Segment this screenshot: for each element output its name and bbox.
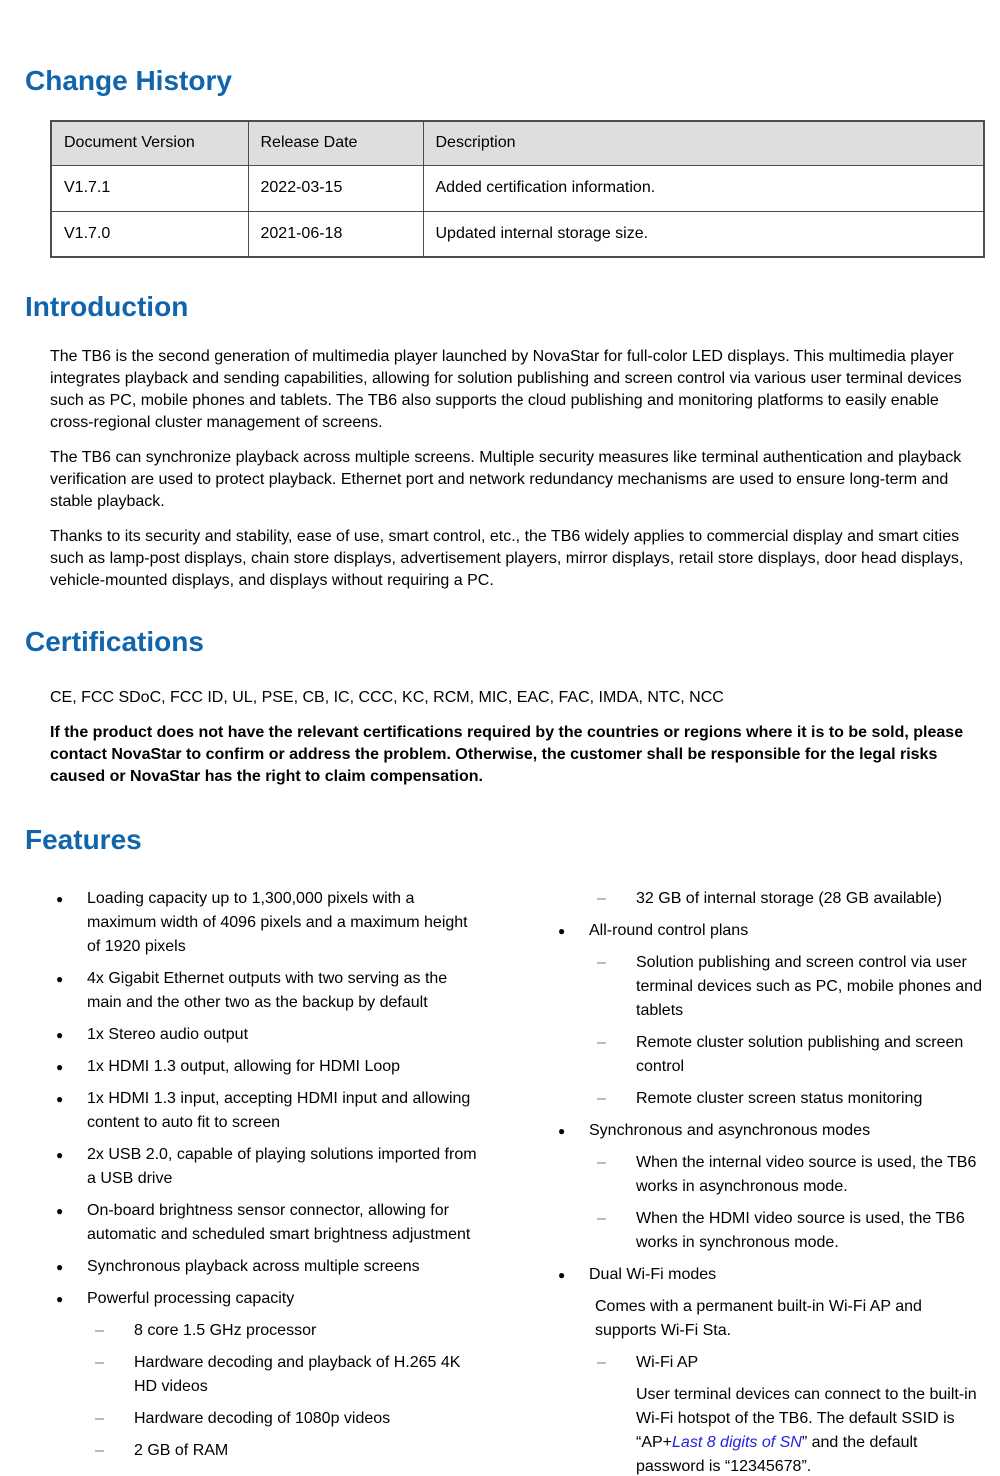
table-cell: 2022-03-15 (248, 165, 423, 211)
table-cell: V1.7.0 (51, 211, 248, 257)
feature-paragraph (552, 1383, 985, 1476)
dash-icon: – (95, 1442, 104, 1459)
feature-text: Hardware decoding of 1080p videos (134, 1410, 391, 1427)
feature-paragraph-text: ” and the default password is “12345678”. (636, 1434, 918, 1475)
feature-text: All-round control plans (589, 922, 749, 939)
bullet-icon: ● (558, 924, 566, 938)
ssid-highlight-text: Last 8 digits of SN (672, 1434, 802, 1451)
feature-text: 2x USB 2.0, capable of playing solutions imported from a USB drive (87, 1146, 477, 1187)
feature-item (552, 919, 985, 943)
feature-item (50, 1143, 480, 1191)
feature-item (50, 1255, 480, 1279)
certifications-disclaimer: If the product does not have the relevant certifications required by the countries or regions where it is to be sold, please contact NovaStar to confirm or address the problem. Otherwise, the customer shall be responsible for the legal risks caused or NovaStar has the right to claim compensation. (50, 724, 964, 785)
feature-sub-item (552, 1351, 985, 1375)
features-column-left (50, 887, 480, 1476)
feature-text: When the internal video source is used, the TB6 works in asynchronous mode. (636, 1154, 977, 1195)
bullet-icon: ● (56, 972, 64, 986)
feature-item (50, 1087, 480, 1135)
feature-item (552, 1119, 985, 1143)
feature-text: Remote cluster solution publishing and screen control (636, 1034, 964, 1075)
bullet-icon: ● (56, 1060, 64, 1074)
dash-icon: – (597, 1090, 606, 1107)
feature-text: 32 GB of internal storage (28 GB available) (636, 890, 942, 907)
feature-sub-item (552, 887, 985, 911)
certifications-list: CE, FCC SDoC, FCC ID, UL, PSE, CB, IC, CCC, KC, RCM, MIC, EAC, FAC, IMDA, NTC, NCC (50, 689, 724, 706)
dash-icon: – (597, 1354, 606, 1371)
feature-text: Synchronous playback across multiple screens (87, 1258, 420, 1275)
bullet-icon: ● (56, 1260, 64, 1274)
bullet-icon: ● (558, 1268, 566, 1282)
feature-sub-item (50, 1407, 480, 1431)
change-history-table (50, 120, 985, 258)
feature-text: 4x Gigabit Ethernet outputs with two serving as the main and the other two as the backup by default (87, 970, 448, 1011)
feature-text: Solution publishing and screen control via user terminal devices such as PC, mobile phones and tablets (636, 954, 982, 1019)
heading-change-history: Change History (25, 65, 232, 96)
table-cell: Updated internal storage size. (423, 211, 984, 257)
table-cell: Added certification information. (423, 165, 984, 211)
heading-features: Features (25, 824, 142, 855)
intro-paragraph-3: Thanks to its security and stability, ease of use, smart control, etc., the TB6 widely applies to commercial display and smart cities such as lamp-post displays, chain store displays, advertisement players, mirror displays, retail store displays, door head displays, vehicle-mounted displays, and displays without requiring a PC. (50, 528, 964, 589)
feature-text: 2 GB of RAM (134, 1442, 229, 1459)
dash-icon: – (597, 1154, 606, 1171)
feature-sub-item (552, 1087, 985, 1111)
bullet-icon: ● (56, 1092, 64, 1106)
feature-sub-item (552, 1031, 985, 1079)
feature-sub-item (552, 1151, 985, 1199)
table-row (51, 165, 984, 211)
intro-paragraph-2: The TB6 can synchronize playback across multiple screens. Multiple security measures like terminal authentication and playback verification are used to protect playback. Ethernet port and network redundancy mechanisms are used to ensure long-term and stable playback. (50, 449, 962, 510)
feature-sub-item (552, 1207, 985, 1255)
feature-text: 8 core 1.5 GHz processor (134, 1322, 317, 1339)
feature-text: Remote cluster screen status monitoring (636, 1090, 923, 1107)
certifications-body (50, 687, 985, 788)
feature-text: 1x HDMI 1.3 output, allowing for HDMI Loop (87, 1058, 401, 1075)
table-header-row (51, 121, 984, 165)
feature-item (50, 1023, 480, 1047)
feature-sub-item (50, 1439, 480, 1463)
dash-icon: – (597, 890, 606, 907)
col-header-release-date: Release Date (248, 121, 423, 165)
bullet-icon: ● (56, 1292, 64, 1306)
col-header-description: Description (423, 121, 984, 165)
dash-icon: – (95, 1354, 104, 1371)
feature-text: 1x Stereo audio output (87, 1026, 249, 1043)
table-cell: V1.7.1 (51, 165, 248, 211)
features-list (0, 887, 1000, 1476)
feature-item (552, 1263, 985, 1287)
feature-text: On-board brightness sensor connector, allowing for automatic and scheduled smart brightness adjustment (87, 1202, 471, 1243)
feature-text: 1x HDMI 1.3 input, accepting HDMI input and allowing content to auto fit to screen (87, 1090, 471, 1131)
dash-icon: – (95, 1410, 104, 1427)
features-column-right (552, 887, 985, 1476)
heading-introduction: Introduction (25, 291, 189, 322)
dash-icon: – (597, 1210, 606, 1227)
feature-item (50, 1287, 480, 1311)
dash-icon: – (597, 954, 606, 971)
bullet-icon: ● (56, 1028, 64, 1042)
bullet-icon: ● (56, 892, 64, 906)
feature-text: Wi-Fi AP (636, 1354, 699, 1371)
feature-item (50, 967, 480, 1015)
intro-paragraph-1: The TB6 is the second generation of multimedia player launched by NovaStar for full-color LED displays. This multimedia player integrates playback and sending capabilities, allowing for solution publishing and screen control via various user terminal devices such as PC, mobile phones and tablets. The TB6 also supports the cloud publishing and monitoring platforms to easily enable cross-regional cluster management of screens. (50, 348, 962, 431)
feature-text: When the HDMI video source is used, the TB6 works in synchronous mode. (636, 1210, 965, 1251)
dash-icon: – (597, 1034, 606, 1051)
feature-text: Dual Wi-Fi modes (589, 1266, 717, 1283)
feature-sub-item (50, 1319, 480, 1343)
dash-icon: – (95, 1322, 104, 1339)
heading-certifications: Certifications (25, 626, 204, 657)
feature-text: Powerful processing capacity (87, 1290, 295, 1307)
feature-text: Synchronous and asynchronous modes (589, 1122, 871, 1139)
feature-text: Loading capacity up to 1,300,000 pixels with a maximum width of 4096 pixels and a maximum height of 1920 pixels (87, 890, 468, 955)
feature-sub-item (50, 1351, 480, 1399)
feature-paragraph: Comes with a permanent built-in Wi-Fi AP and supports Wi-Fi Sta. (595, 1298, 922, 1339)
introduction-paragraphs (50, 346, 985, 592)
feature-paragraph-text: User terminal devices can connect to the built-in Wi-Fi hotspot of the TB6. The default SSID is “AP+ (636, 1386, 977, 1451)
table-cell: 2021-06-18 (248, 211, 423, 257)
table-row (51, 211, 984, 257)
bullet-icon: ● (56, 1148, 64, 1162)
feature-item (50, 1199, 480, 1247)
bullet-icon: ● (56, 1204, 64, 1218)
feature-item (50, 1055, 480, 1079)
bullet-icon: ● (558, 1124, 566, 1138)
feature-item (50, 887, 480, 959)
feature-sub-item (552, 951, 985, 1023)
col-header-document-version: Document Version (51, 121, 248, 165)
feature-text: Hardware decoding and playback of H.265 4K HD videos (134, 1354, 461, 1395)
